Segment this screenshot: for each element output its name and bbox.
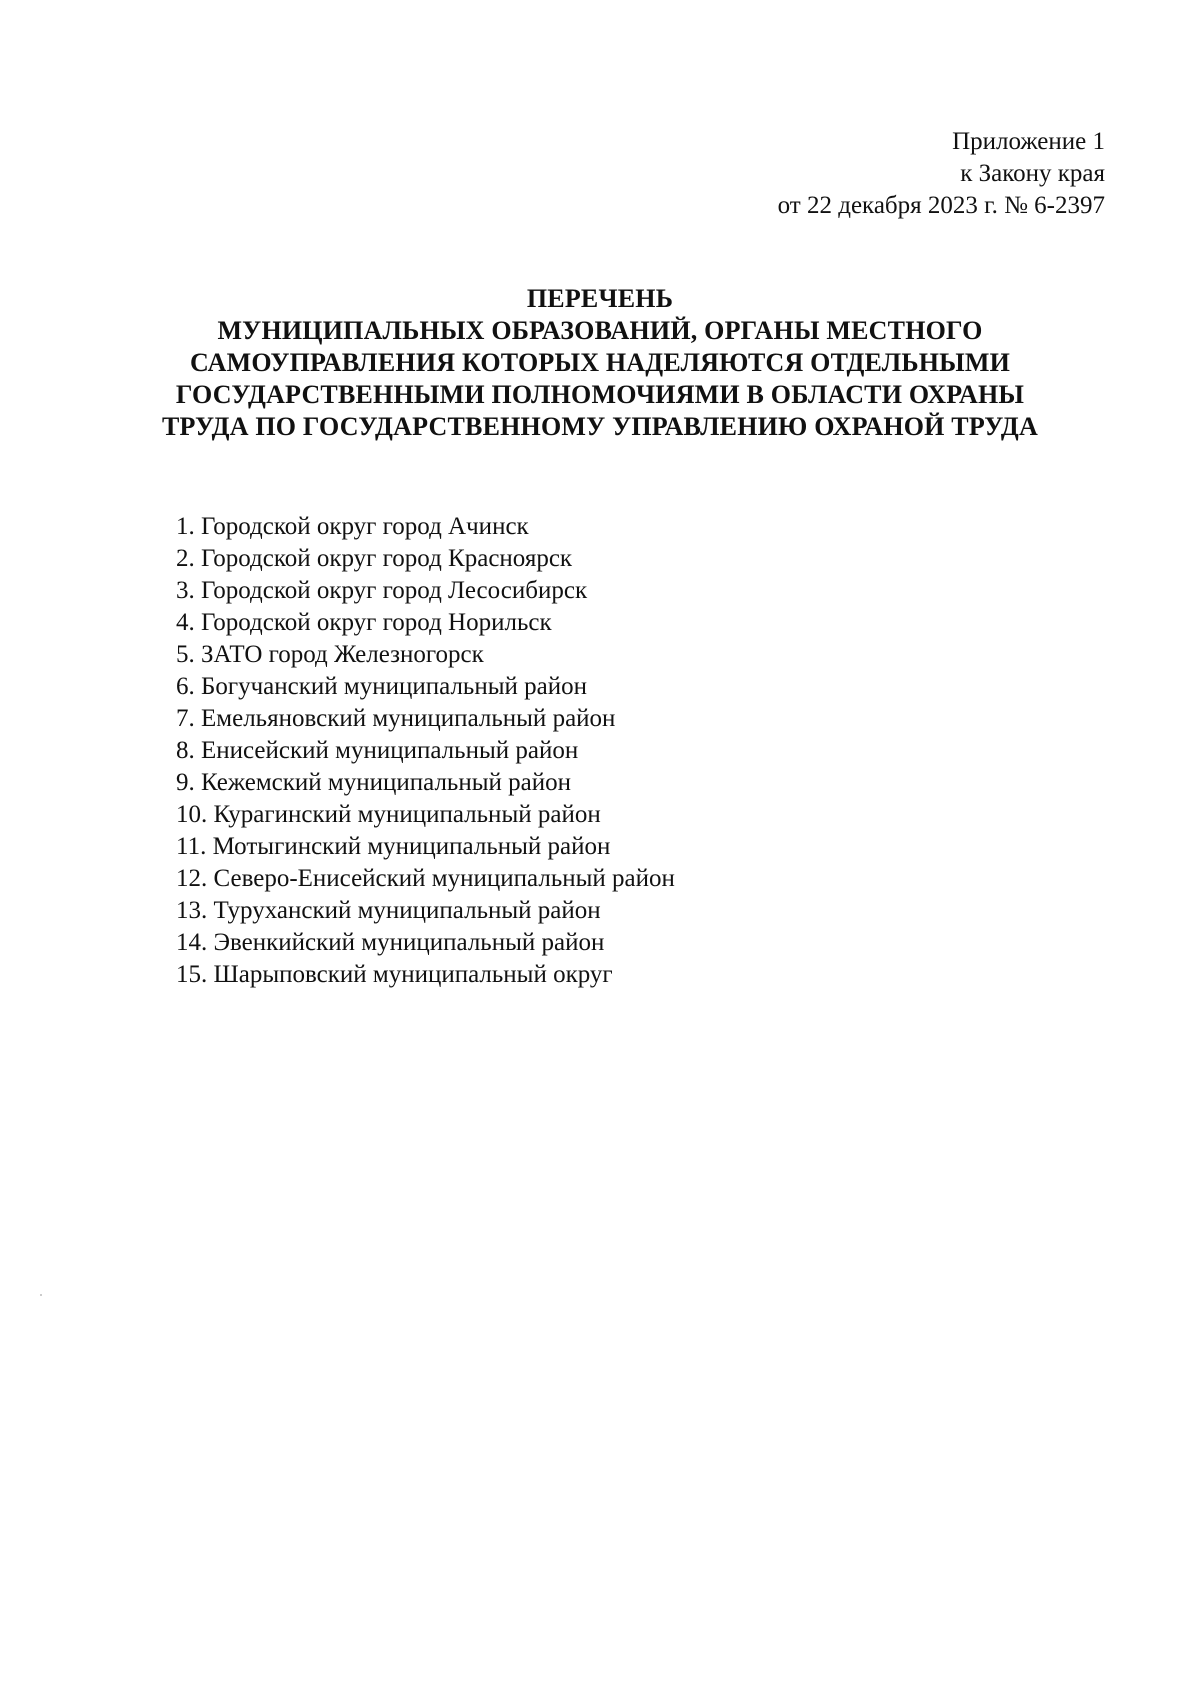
list-item: 2. Городской округ город Красноярск xyxy=(176,545,573,572)
list-item: 15. Шарыповский муниципальный округ xyxy=(176,961,613,988)
appendix-title: Приложение 1 xyxy=(952,128,1105,155)
document-heading xyxy=(100,283,1100,443)
heading-line: ГОСУДАРСТВЕННЫМИ ПОЛНОМОЧИЯМИ В ОБЛАСТИ ОХРАНЫ xyxy=(175,380,1025,409)
list-item: 14. Эвенкийский муниципальный район xyxy=(176,929,605,956)
list-item: 10. Курагинский муниципальный район xyxy=(176,801,601,828)
list-item: 12. Северо-Енисейский муниципальный район xyxy=(176,865,675,892)
list-item: 8. Енисейский муниципальный район xyxy=(176,737,579,764)
list-item: 6. Богучанский муниципальный район xyxy=(176,673,587,700)
scan-speck xyxy=(40,1294,42,1296)
list-item: 1. Городской округ город Ачинск xyxy=(176,513,529,540)
list-item: 3. Городской округ город Лесосибирск xyxy=(176,577,588,604)
municipality-list xyxy=(176,511,675,991)
list-item: 13. Туруханский муниципальный район xyxy=(176,897,601,924)
heading-line: МУНИЦИПАЛЬНЫХ ОБРАЗОВАНИЙ, ОРГАНЫ МЕСТНОГО xyxy=(217,316,983,345)
list-item: 5. ЗАТО город Железногорск xyxy=(176,641,484,668)
appendix-law-ref: к Закону края xyxy=(960,160,1105,187)
heading-line: САМОУПРАВЛЕНИЯ КОТОРЫХ НАДЕЛЯЮТСЯ ОТДЕЛЬНЫМИ xyxy=(189,348,1011,377)
appendix-note xyxy=(778,126,1105,222)
list-item: 7. Емельяновский муниципальный район xyxy=(176,705,616,732)
list-item: 9. Кежемский муниципальный район xyxy=(176,769,571,796)
list-item: 4. Городской округ город Норильск xyxy=(176,609,552,636)
list-item: 11. Мотыгинский муниципальный район xyxy=(176,833,611,860)
heading-line: ПЕРЕЧЕНЬ xyxy=(526,284,674,313)
heading-line: ТРУДА ПО ГОСУДАРСТВЕННОМУ УПРАВЛЕНИЮ ОХРАНОЙ ТРУДА xyxy=(161,412,1038,441)
appendix-date-number: от 22 декабря 2023 г. № 6-2397 xyxy=(777,192,1105,219)
